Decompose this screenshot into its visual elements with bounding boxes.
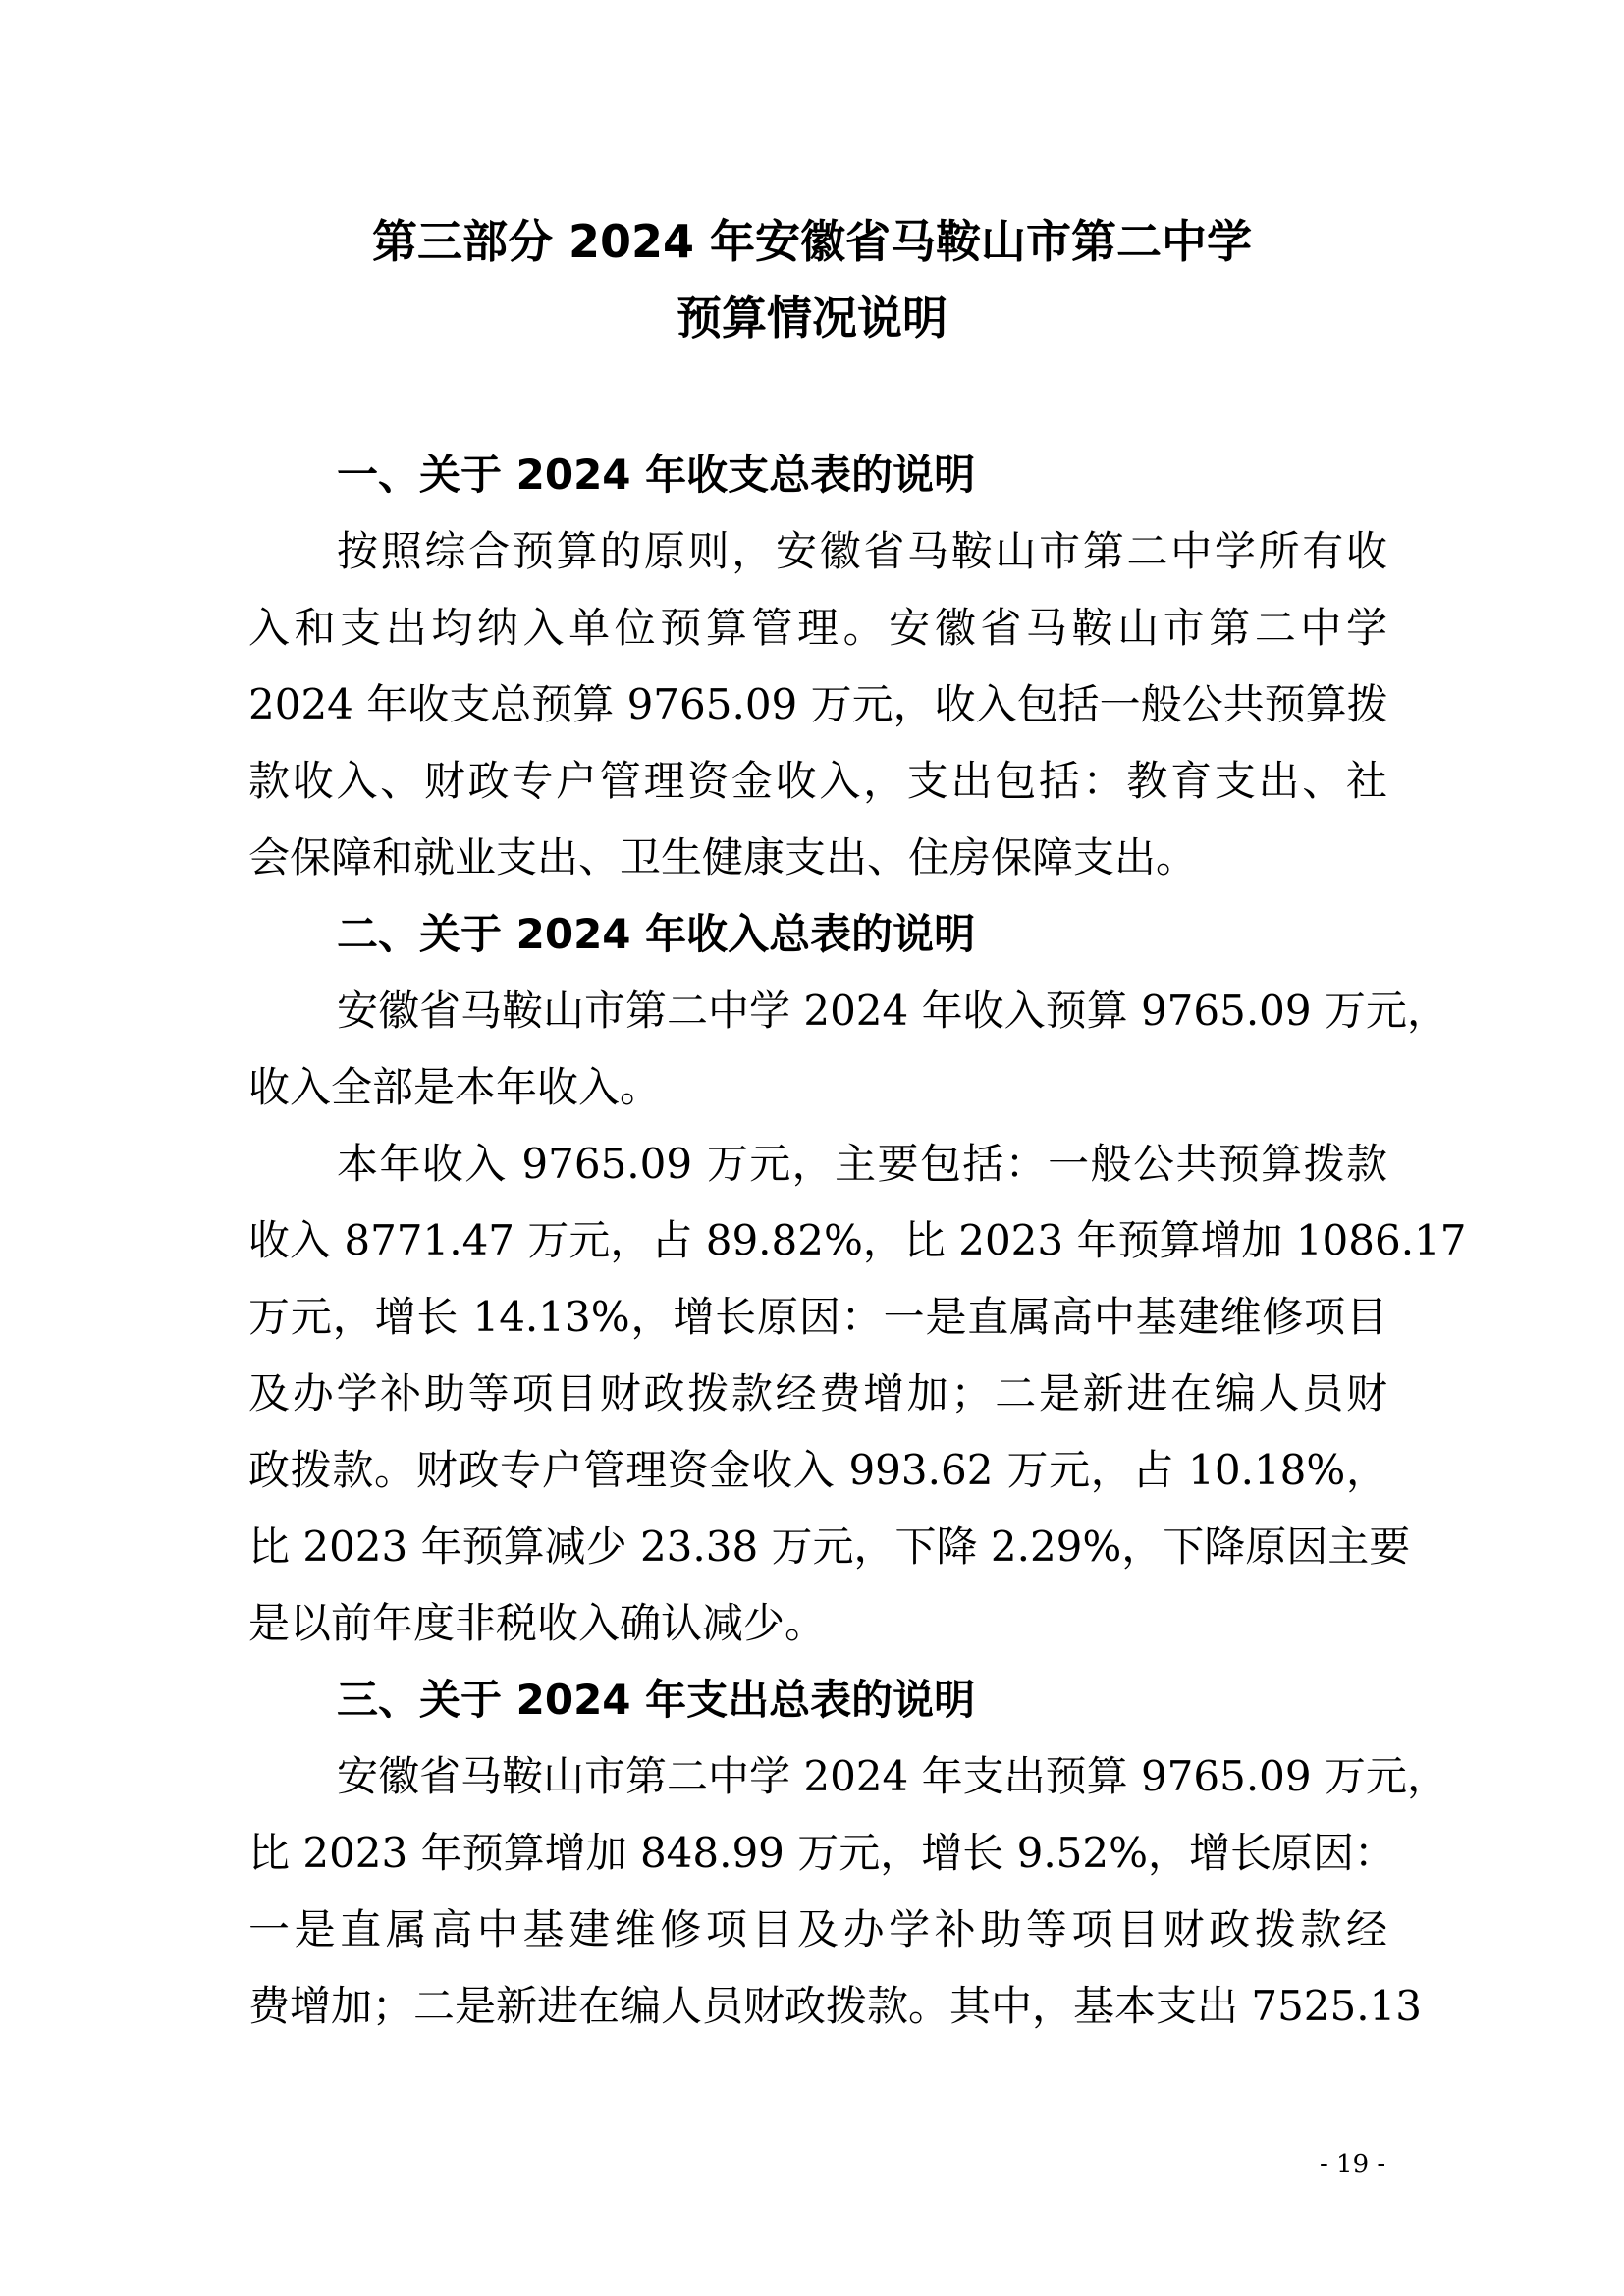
- paragraph-line: 入和支出均纳入单位预算管理。安徽省马鞍山市第二中学: [248, 604, 1387, 652]
- paragraph-line: 本年收入 9765.09 万元，主要包括：一般公共预算拨款: [337, 1140, 1387, 1188]
- paragraph-line: 一是直属高中基建维修项目及办学补助等项目财政拨款经: [248, 1905, 1387, 1953]
- paragraph-line: 款收入、财政专户管理资金收入，支出包括：教育支出、社: [248, 757, 1387, 805]
- page-number: - 19 -: [1320, 2150, 1386, 2179]
- paragraph-line: 2024 年收支总预算 9765.09 万元，收入包括一般公共预算拨: [248, 680, 1388, 728]
- paragraph-line: 收入全部是本年收入。: [248, 1063, 662, 1111]
- paragraph-line: 比 2023 年预算增加 848.99 万元，增长 9.52%，增长原因：: [248, 1829, 1396, 1877]
- paragraph-line: 是以前年度非税收入确认减少。: [248, 1599, 827, 1647]
- paragraph-line: 按照综合预算的原则，安徽省马鞍山市第二中学所有收: [337, 527, 1387, 575]
- section-heading-1: 一、关于 2024 年收支总表的说明: [337, 451, 976, 499]
- section-heading-2: 二、关于 2024 年收入总表的说明: [337, 910, 976, 958]
- paragraph-line: 安徽省马鞍山市第二中学 2024 年收入预算 9765.09 万元，: [337, 987, 1448, 1035]
- page-title-line-1: 第三部分 2024 年安徽省马鞍山市第二中学: [371, 215, 1253, 268]
- paragraph-line: 比 2023 年预算减少 23.38 万元，下降 2.29%，下降原因主要: [248, 1522, 1411, 1571]
- paragraph-line: 政拨款。财政专户管理资金收入 993.62 万元，占 10.18%，: [248, 1446, 1387, 1494]
- paragraph-line: 会保障和就业支出、卫生健康支出、住房保障支出。: [248, 833, 1198, 881]
- page-title-line-2: 预算情况说明: [677, 292, 947, 345]
- paragraph-line: 万元，增长 14.13%，增长原因：一是直属高中基建维修项目: [248, 1293, 1387, 1341]
- paragraph-line: 安徽省马鞍山市第二中学 2024 年支出预算 9765.09 万元，: [337, 1752, 1448, 1800]
- section-heading-3: 三、关于 2024 年支出总表的说明: [337, 1676, 976, 1724]
- paragraph-line: 及办学补助等项目财政拨款经费增加；二是新进在编人员财: [248, 1369, 1387, 1417]
- paragraph-line: 收入 8771.47 万元，占 89.82%，比 2023 年预算增加 1086.17: [248, 1216, 1467, 1264]
- paragraph-line: 费增加；二是新进在编人员财政拨款。其中，基本支出 7525.13: [248, 1982, 1423, 2030]
